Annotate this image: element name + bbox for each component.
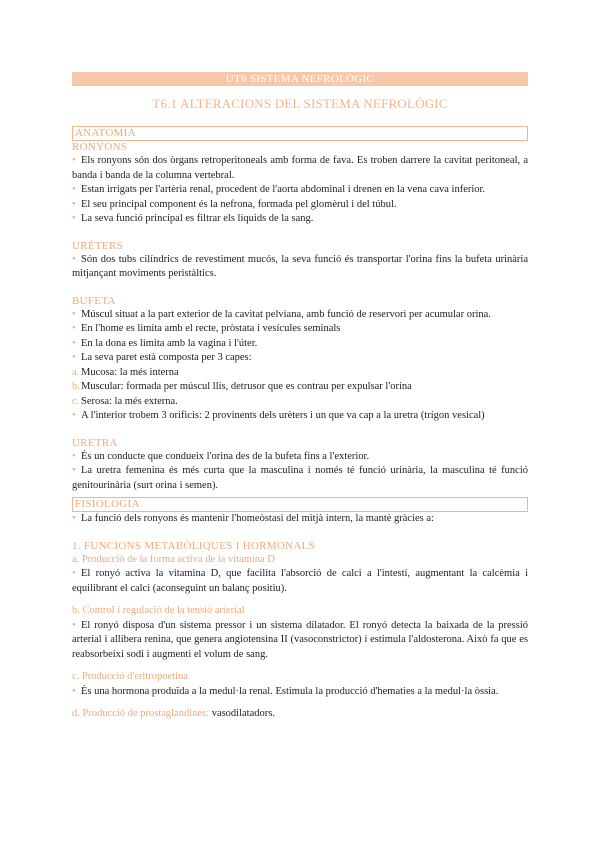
section-bufeta: [72, 295, 528, 424]
subheading-ronyons: RONYONS: [72, 141, 128, 153]
bullet-icon: •: [72, 619, 76, 631]
bullet-icon: •: [72, 308, 76, 320]
subsection-line: [72, 707, 528, 722]
list-item: • Els ronyons són dos òrgans retroperitoneals amb forma de fava. Es troben darrere la cavitat peritoneal, a banda i banda de la columna vertebral.: [72, 155, 528, 181]
bullet-icon: •: [72, 465, 76, 476]
list-item: • En l'home es limita amb el recte, pròstata i vesícules seminals: [72, 322, 528, 337]
layer-item: a. Mucosa: la més interna: [72, 366, 528, 381]
layer-item: c. Serosa: la més externa.: [72, 395, 528, 410]
subheading-ureters: URÈTERS: [72, 239, 123, 252]
bullet-icon: •: [72, 253, 76, 265]
subheading-bufeta: BUFETA: [72, 294, 116, 307]
list-item: • La funció dels ronyons és mantenir l'homeòstasi del mitjà intern, la mantè gràcies a:: [72, 512, 528, 527]
section-ronyons: [72, 141, 528, 227]
list-item: • El ronyó activa la vitamina D, que facilita l'absorció de calci a l'intestí, augmentant la calcèmia i equilibrant el calci (aconseguint un balanç positiu).: [72, 568, 528, 594]
list-item: • És un conducte que condueix l'orina des de la bufeta fins a l'exterior.: [72, 450, 528, 465]
list-item: • A l'interior trobem 3 orificis: 2 provinents dels urèters i un que va cap a la uretra (trígon vesical): [72, 409, 528, 424]
bullet-icon: •: [72, 513, 76, 524]
layer-item: b.Muscular: formada per múscul llis, detrusor que es contrau per expulsar l'orina: [72, 380, 528, 395]
layer-marker: a.: [72, 366, 80, 378]
section-ureters: [72, 240, 528, 282]
bullet-icon: •: [72, 198, 76, 210]
subheading-funcions: 1. FUNCIONS METABÒLIQUES I HORMONALS: [72, 539, 316, 552]
document-content: [72, 126, 528, 722]
layer-marker: c.: [72, 395, 80, 407]
bullet-icon: •: [72, 323, 76, 334]
bullet-icon: •: [72, 450, 76, 462]
subheading-uretra: URETRA: [72, 436, 118, 449]
bullet-icon: •: [72, 155, 76, 166]
bullet-icon: •: [72, 568, 76, 579]
bullet-icon: •: [72, 410, 76, 421]
topic-title: T6.1 ALTERACIONS DEL SISTEMA NEFROLÒGIC: [152, 96, 448, 111]
bullet-icon: •: [72, 337, 76, 349]
section-funcions: [72, 540, 528, 722]
subsection-title: d. Producció de prostaglandines:: [72, 708, 210, 719]
list-item: • Estan irrigats per l'artèria renal, procedent de l'aorta abdominal i drenen en la vena cava inferior.: [72, 183, 528, 198]
subsection-title: c. Producció d'eritropoetina: [72, 671, 188, 682]
list-item: • La uretra femenina és més curta que la masculina i només té funció urinària, la masculina té funció genitourinària (surt orina i semen).: [72, 465, 528, 491]
section-uretra: [72, 437, 528, 494]
bullet-icon: •: [72, 184, 76, 195]
list-item: • És una hormona produïda a la medul·la renal. Estimula la producció d'hematies a la medul·la òssia.: [72, 685, 528, 700]
subsection-title: b. Control i regulació de la tensió arterial: [72, 605, 245, 616]
unit-banner: UT6 SISTEMA NEFROLÒGIC: [72, 72, 528, 86]
subsection-title: a. Producció de la forma activa de la vitamina D: [72, 553, 275, 565]
layer-marker: b.: [72, 381, 80, 392]
bullet-icon: •: [72, 352, 76, 363]
list-item: • La seva paret està composta per 3 capes:: [72, 351, 528, 366]
section-heading-anatomia: ANATOMIA: [72, 126, 528, 141]
bullet-icon: •: [72, 213, 76, 224]
list-item: • El seu principal component és la nefrona, formada pel glomèrul i del túbul.: [72, 198, 528, 213]
subsection-text: vasodilatadors.: [211, 708, 275, 719]
list-item: • El ronyó disposa d'un sistema pressor i un sistema dilatador. El ronyó detecta la baixada de la pressió arterial i allibera renina, que genera angiotensina II (vasoconstrictor) i estimula l'aldosterona. Això fa que es reabsorbeixi sodi i augmenti el volum de sang.: [72, 619, 528, 660]
list-item: • Múscul situat a la part exterior de la cavitat pelviana, amb funció de reservori per acumular orina.: [72, 308, 528, 323]
section-heading-fisiologia: FISIOLOGIA: [72, 497, 528, 512]
list-item: • En la dona es limita amb la vagina i l'úter.: [72, 337, 528, 352]
list-item: • La seva funció principal es filtrar els líquids de la sang.: [72, 212, 528, 227]
list-item: • Són dos tubs cilíndrics de revestiment mucós, la seva funció és transportar l'orina fins la bufeta urinària mitjançant moviments peristàltics.: [72, 253, 528, 279]
bullet-icon: •: [72, 685, 76, 697]
